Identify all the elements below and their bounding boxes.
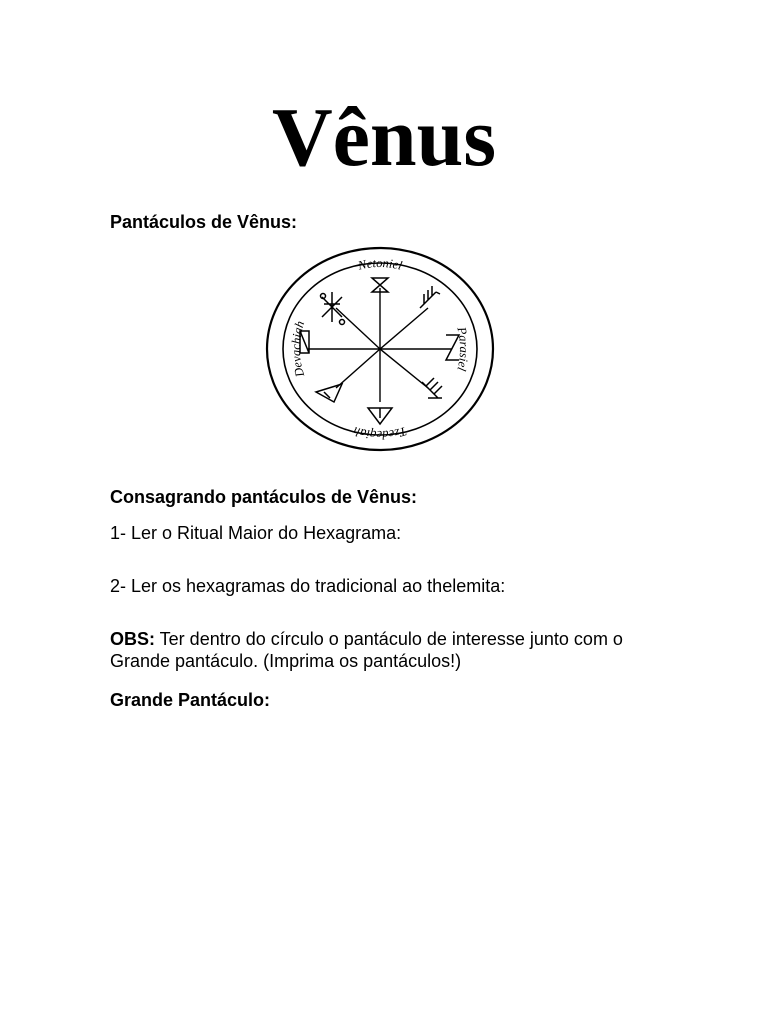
pentacle-drawing xyxy=(260,242,500,457)
upper-right-sigil xyxy=(420,286,440,308)
obs-paragraph xyxy=(110,628,670,672)
pentacles-heading: Pantáculos de Vênus: xyxy=(110,212,298,232)
name-right: Parasiel xyxy=(454,325,472,373)
grand-pentacle-heading: Grande Pantáculo: xyxy=(110,690,271,710)
page-title: Vênus xyxy=(271,91,497,184)
venus-pentacle-figure xyxy=(260,242,500,457)
obs-text: Ter dentro do círculo o pantáculo de interesse junto com o Grande pantáculo. (Imprima os pantáculos!) xyxy=(110,629,623,671)
name-bottom: Tzedeqiah xyxy=(351,424,409,443)
name-top: Netoniel xyxy=(356,255,404,273)
consecrate-heading: Consagrando pantáculos de Vênus: xyxy=(110,487,418,507)
step-1: 1- Ler o Ritual Maior do Hexagrama: xyxy=(110,523,402,543)
name-left: Devachiah xyxy=(288,319,308,379)
lower-right-sigil xyxy=(422,378,442,398)
step-2: 2- Ler os hexagramas do tradicional ao thelemita: xyxy=(110,576,506,596)
obs-label: OBS: xyxy=(110,629,155,649)
